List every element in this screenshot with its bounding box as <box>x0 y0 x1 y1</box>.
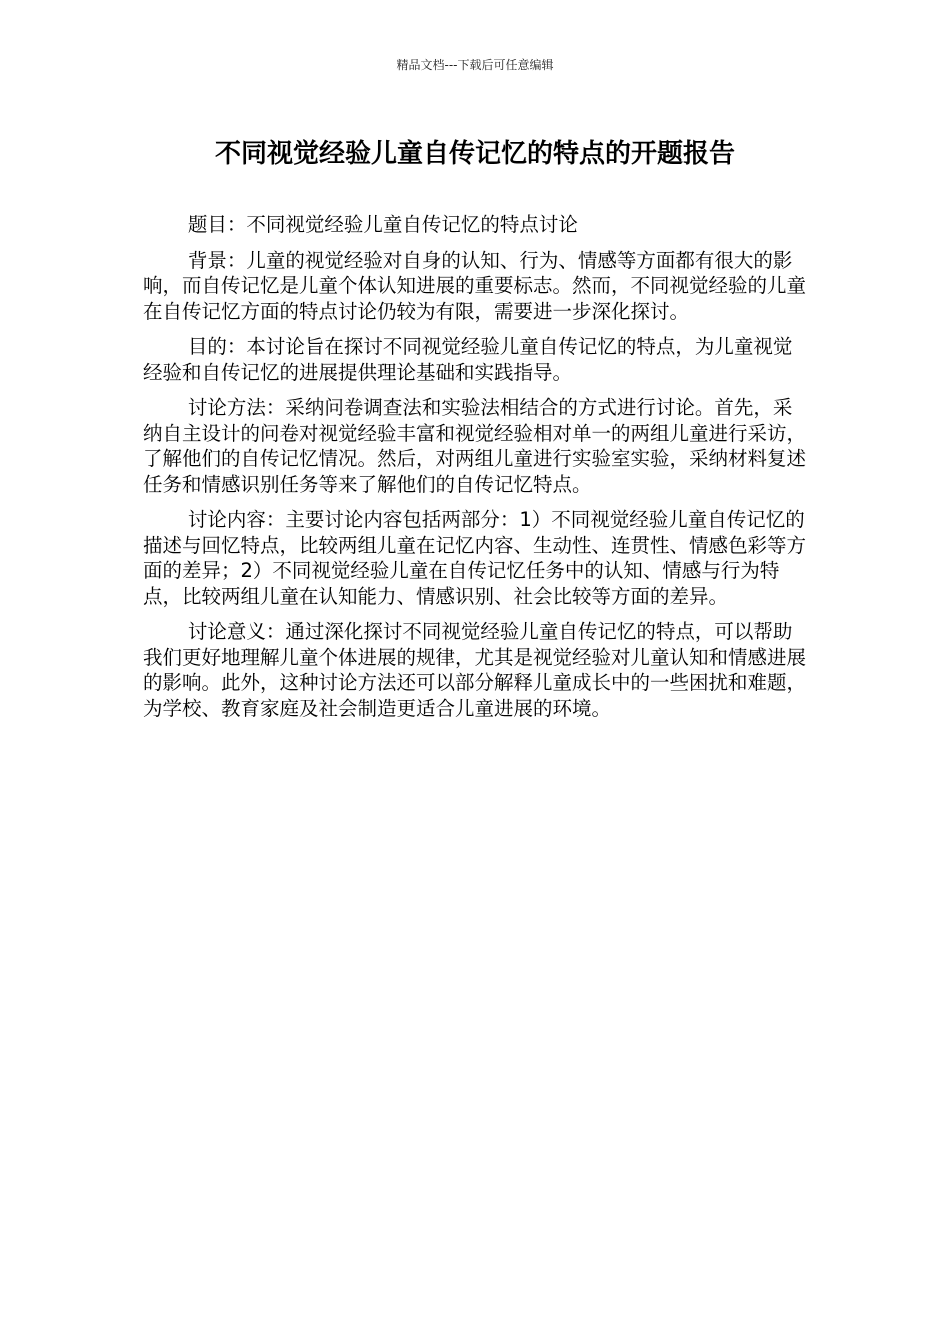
paragraph-background: 背景：儿童的视觉经验对自身的认知、行为、情感等方面都有很大的影响，而自传记忆是儿童个体认知进展的重要标志。然而，不同视觉经验的儿童在自传记忆方面的特点讨论仍较为有限，需要进一步深化探讨。 <box>143 248 807 323</box>
paragraph-significance: 讨论意义：通过深化探讨不同视觉经验儿童自传记忆的特点，可以帮助我们更好地理解儿童个体进展的规律，尤其是视觉经验对儿童认知和情感进展的影响。此外，这种讨论方法还可以部分解释儿童成长中的一些困扰和难题，为学校、教育家庭及社会制造更适合儿童进展的环境。 <box>143 620 807 720</box>
document-title: 不同视觉经验儿童自传记忆的特点的开题报告 <box>214 139 735 169</box>
document-body <box>143 212 807 731</box>
page-header: 精品文档---下载后可任意编辑 <box>396 58 554 72</box>
paragraph-topic: 题目：不同视觉经验儿童自传记忆的特点讨论 <box>187 213 578 236</box>
paragraph-methods: 讨论方法：采纳问卷调查法和实验法相结合的方式进行讨论。首先，采纳自主设计的问卷对视觉经验丰富和视觉经验相对单一的两组儿童进行采访，了解他们的自传记忆情况。然后，对两组儿童进行实验室实验，采纳材料复述任务和情感识别任务等来了解他们的自传记忆特点。 <box>143 396 807 496</box>
paragraph-purpose: 目的：本讨论旨在探讨不同视觉经验儿童自传记忆的特点，为儿童视觉经验和自传记忆的进展提供理论基础和实践指导。 <box>143 335 793 384</box>
paragraph-content: 讨论内容：主要讨论内容包括两部分：1）不同视觉经验儿童自传记忆的描述与回忆特点，比较两组儿童在记忆内容、生动性、连贯性、情感色彩等方面的差异；2）不同视觉经验儿童在自传记忆任务中的认知、情感与行为特点，比较两组儿童在认知能力、情感识别、社会比较等方面的差异。 <box>143 508 807 608</box>
